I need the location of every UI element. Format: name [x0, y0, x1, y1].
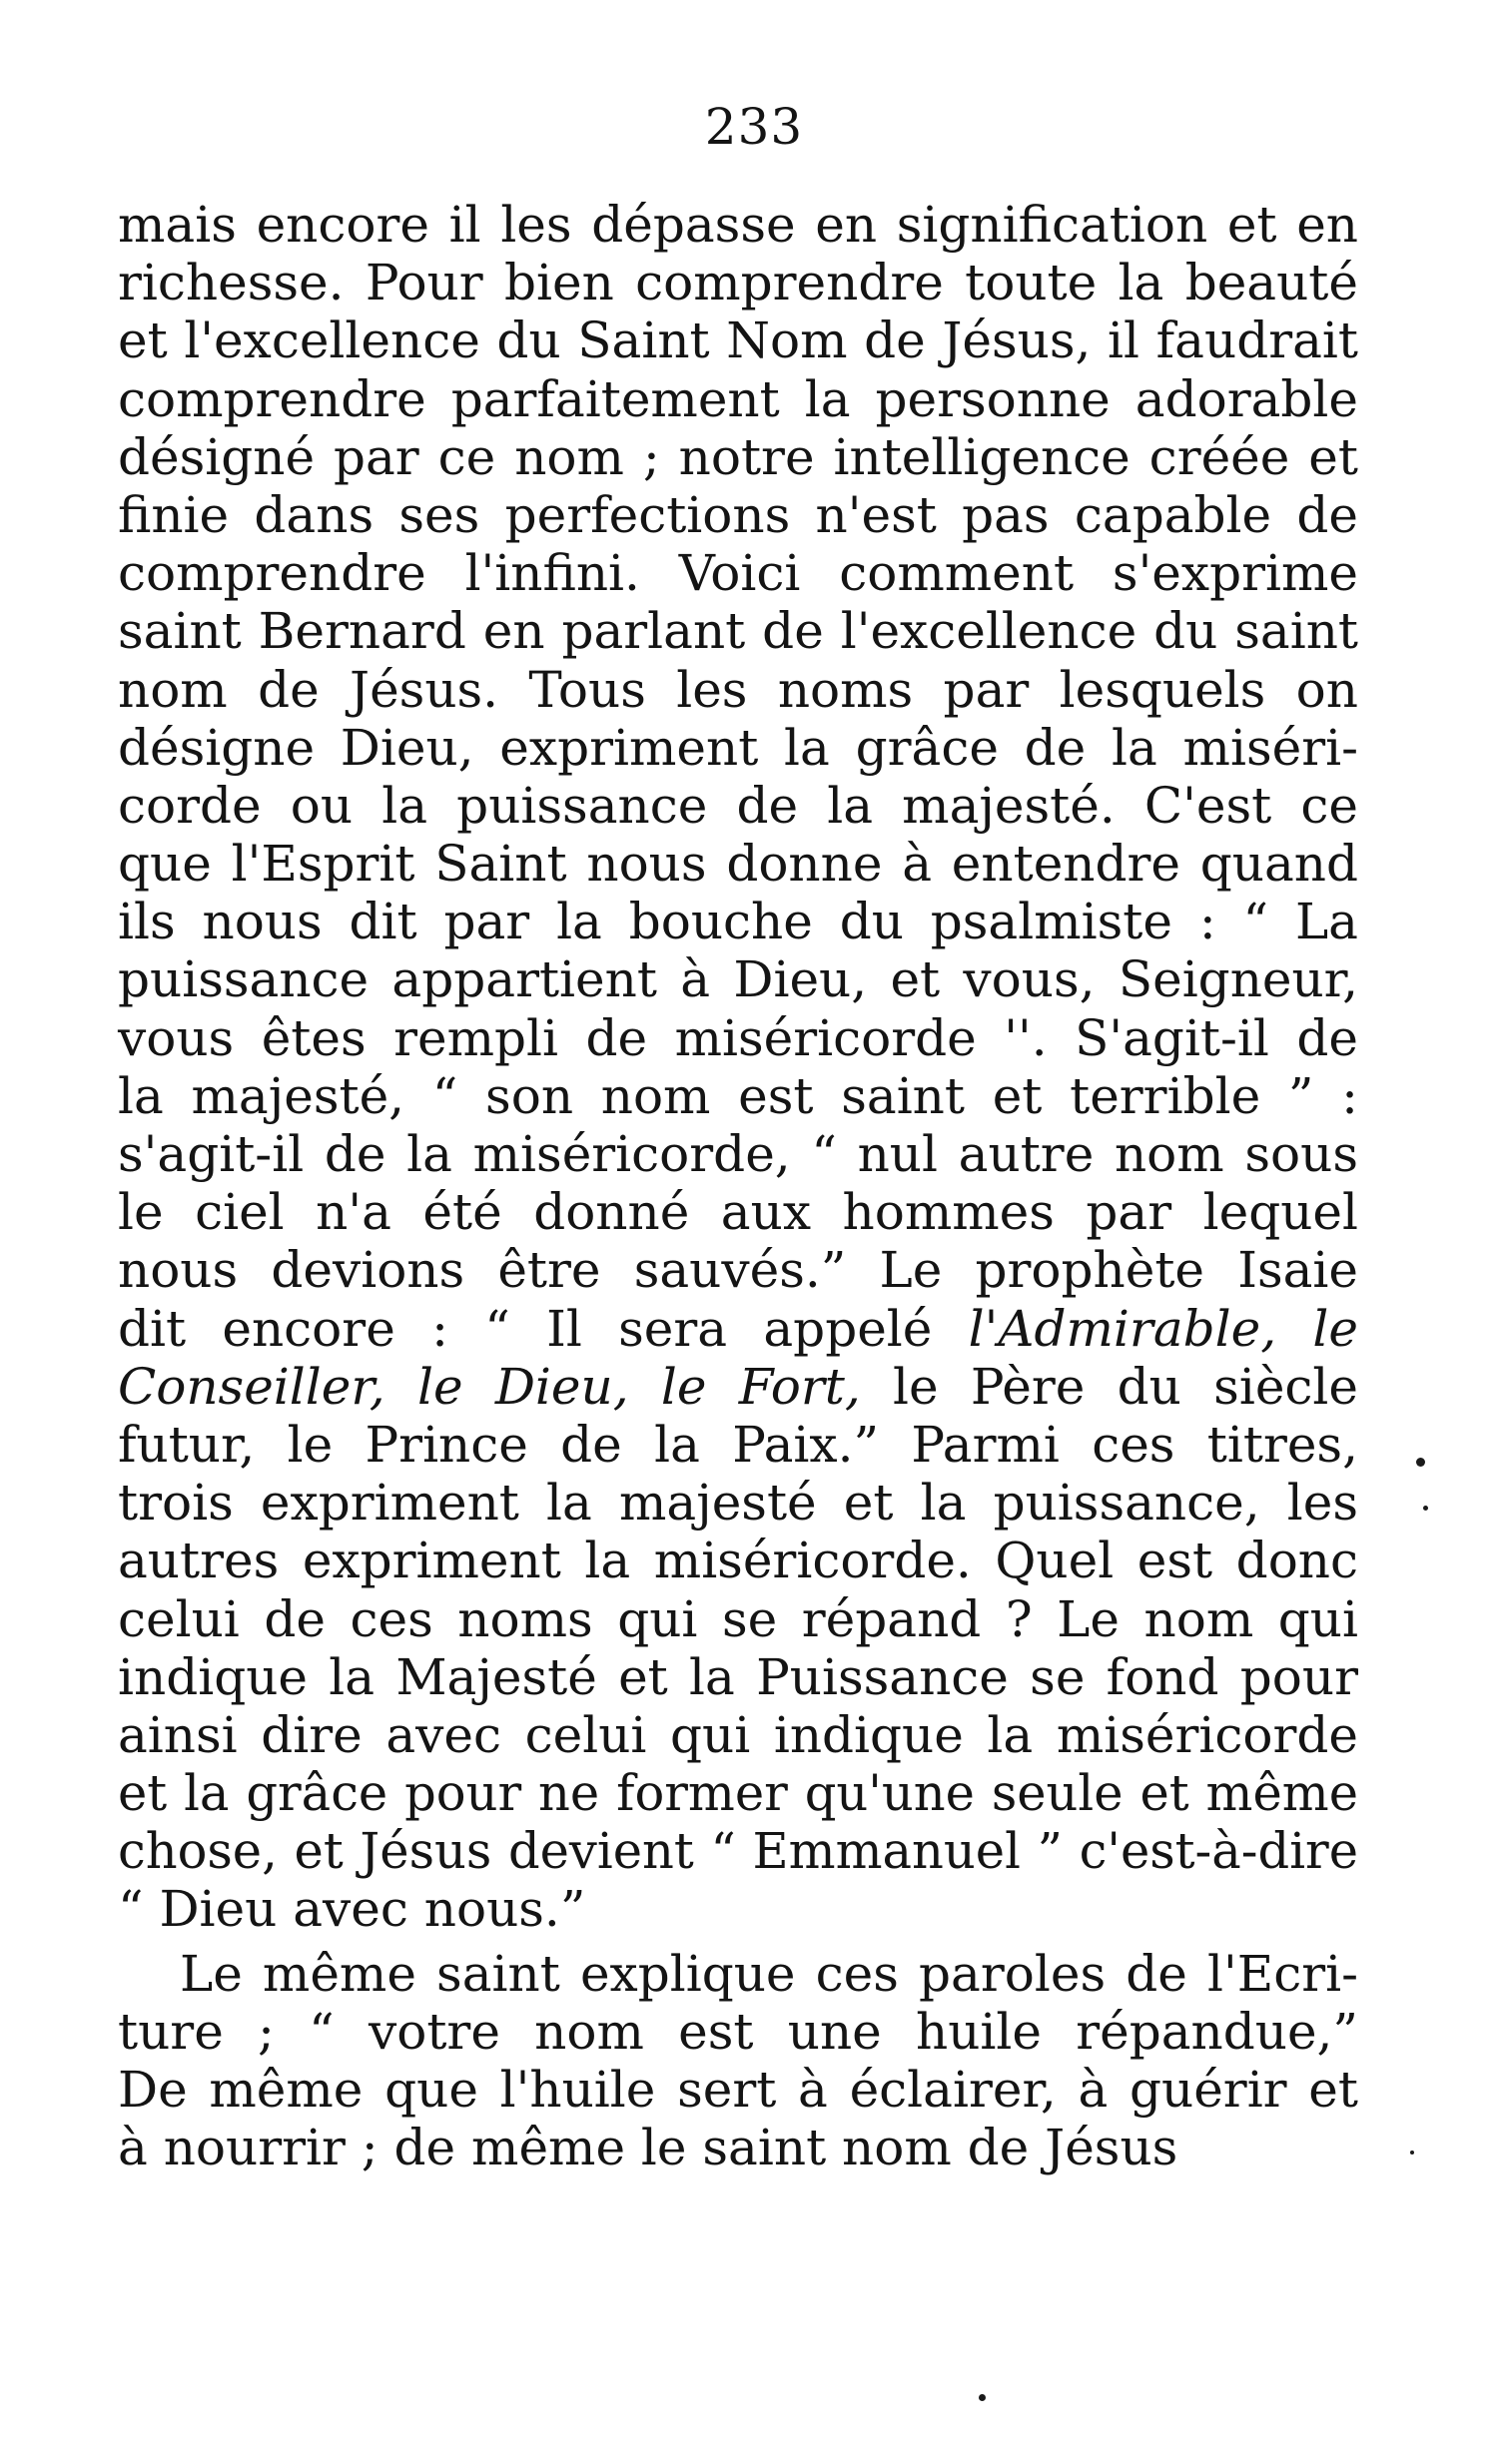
text-line: mais encore il les dépasse en signification et en [118, 196, 1358, 254]
text-line: s'agit-il de la miséricorde, “ nul autre nom sous [118, 1125, 1358, 1183]
text-line: comprendre parfaitement la personne adorable [118, 369, 1358, 428]
text-line: ture ; “ votre nom est une huile répandue,” [118, 2002, 1358, 2061]
print-speck [1416, 1458, 1425, 1467]
text-line: que l'Esprit Saint nous donne à entendre quand [118, 835, 1358, 894]
text-line: à nourrir ; de même le saint nom de Jésus [118, 2119, 1178, 2177]
text-line: “ Dieu avec nous.” [118, 1880, 586, 1939]
text-line: nous devions être sauvés.” Le prophète Isaie [118, 1241, 1358, 1300]
text-run: dit encore : “ Il sera appelé [118, 1299, 969, 1358]
print-speck [1410, 2151, 1414, 2155]
text-line: puissance appartient à Dieu, et vous, Seigneur, [118, 950, 1358, 1009]
text-line: indique la Majesté et la Puissance se fond pour [118, 1647, 1358, 1706]
text-line [118, 1300, 1358, 1358]
text-line: la majesté, “ son nom est saint et terrible ” : [118, 1066, 1358, 1125]
text-run: le Père du siècle [860, 1357, 1359, 1416]
italic-run: Conseiller, le Dieu, le Fort, [118, 1357, 861, 1416]
text-line: et la grâce pour ne former qu'une seule et même [118, 1764, 1358, 1823]
text-line: chose, et Jésus devient “ Emmanuel ” c'est-à-dire [118, 1822, 1358, 1881]
text-line: le ciel n'a été donné aux hommes par lequel [118, 1183, 1358, 1242]
text-line: finie dans ses perfections n'est pas capable de [118, 485, 1358, 544]
text-line: ils nous dit par la bouche du psalmiste : “ La [118, 893, 1358, 951]
text-line: Le même saint explique ces paroles de l'Ecri- [180, 1944, 1358, 2003]
text-line: désigné par ce nom ; notre intelligence créée et [118, 427, 1358, 486]
text-line: De même que l'huile sert à éclairer, à guérir et [118, 2061, 1358, 2119]
text-line: trois expriment la majesté et la puissance, les [118, 1474, 1358, 1533]
text-line: futur, le Prince de la Paix.” Parmi ces titres, [118, 1415, 1358, 1474]
body-text [118, 196, 1358, 2176]
text-line: celui de ces noms qui se répand ? Le nom qui [118, 1589, 1358, 1648]
text-line: vous êtes rempli de miséricorde ''. S'agit-il de [118, 1008, 1358, 1067]
italic-run: l'Admirable, le [968, 1299, 1358, 1358]
text-line: richesse. Pour bien comprendre toute la beauté [118, 254, 1358, 312]
page-number: 233 [704, 98, 804, 156]
print-speck [1423, 1506, 1428, 1511]
text-line: désigne Dieu, expriment la grâce de la miséri- [118, 718, 1358, 777]
text-line: autres expriment la miséricorde. Quel est donc [118, 1532, 1358, 1590]
text-line [118, 1358, 1358, 1416]
text-line: comprendre l'infini. Voici comment s'exprime [118, 544, 1358, 603]
text-line: saint Bernard en parlant de l'excellence du saint [118, 602, 1358, 661]
text-line: corde ou la puissance de la majesté. C'est ce [118, 776, 1358, 835]
text-line: et l'excellence du Saint Nom de Jésus, il faudrait [118, 311, 1358, 370]
text-line: ainsi dire avec celui qui indique la miséricorde [118, 1705, 1358, 1764]
text-line: nom de Jésus. Tous les noms par lesquels on [118, 660, 1358, 719]
print-speck [979, 2394, 986, 2401]
